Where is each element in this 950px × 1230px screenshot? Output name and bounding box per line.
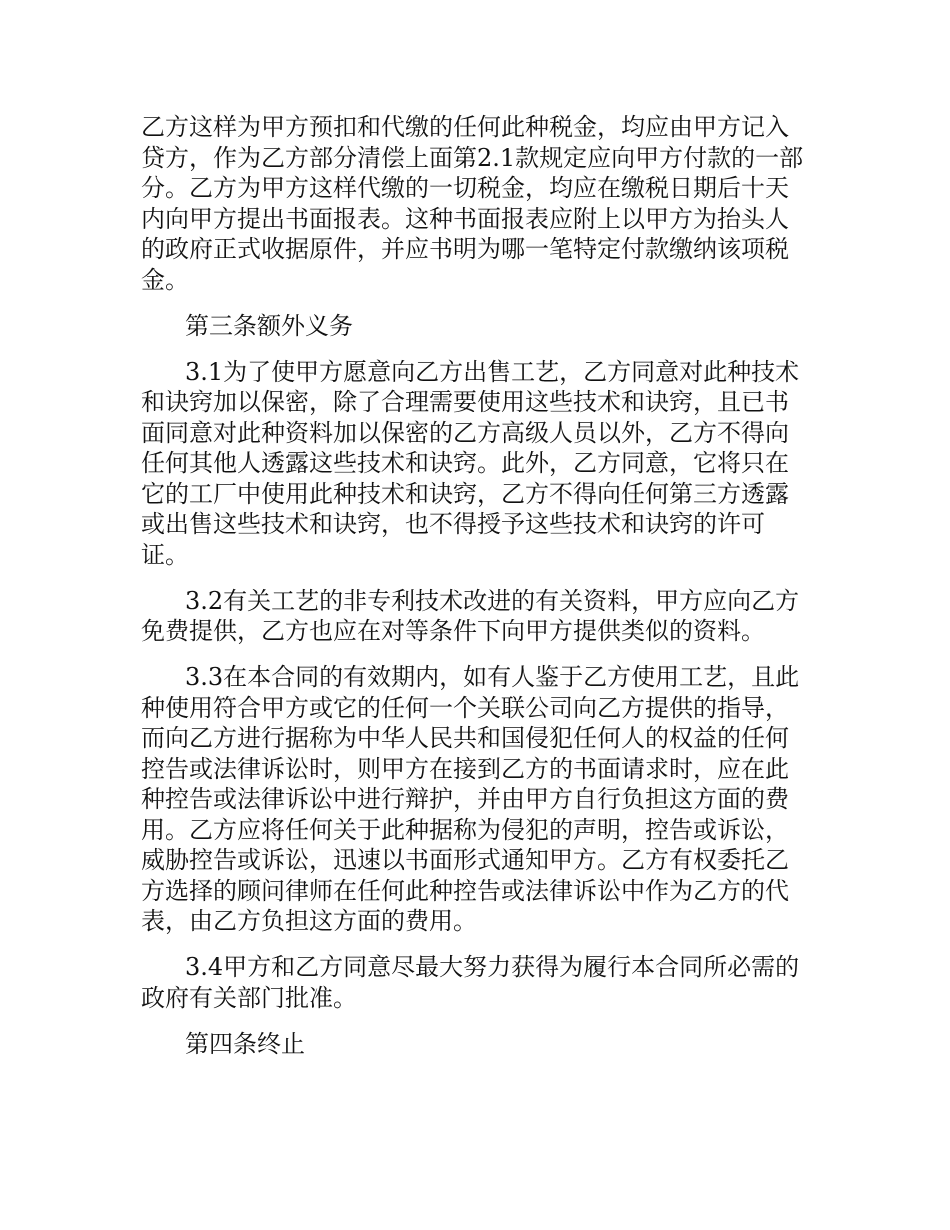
clause-3-2: 3.2有关工艺的非专利技术改进的有关资料，甲方应向乙方免费提供，乙方也应在对等条件下向甲方提供类似的资料。 [141,586,800,645]
clause-3-3: 3.3在本合同的有效期内，如有人鉴于乙方使用工艺，且此种使用符合甲方或它的任何一个关联公司向乙方提供的指导，而向乙方进行据称为中华人民共和国侵犯任何人的权益的任何控告或法律诉讼时，则甲方在接到乙方的书面请求时，应在此种控告或法律诉讼中进行辩护，并由甲方自行负担这方面的费用。乙方应将任何关于此种据称为侵犯的声明，控告或诉讼，威胁控告或诉讼，迅速以书面形式通知甲方。乙方有权委托乙方选择的顾问律师在任何此种控告或法律诉讼中作为乙方的代表，由乙方负担这方面的费用。 [141,663,800,935]
paragraph-tax-credit: 乙方这样为甲方预扣和代缴的任何此种税金，均应由甲方记入贷方，作为乙方部分清偿上面第2.1款规定应向甲方付款的一部分。乙方为甲方这样代缴的一切税金，均应在缴税日期后十天内向甲方提出书面报表。这种书面报表应附上以甲方为抬头人的政府正式收据原件，并应书明为哪一笔特定付款缴纳该项税金。 [141,113,804,294]
clause-3-4: 3.4甲方和乙方同意尽最大努力获得为履行本合同所必需的政府有关部门批准。 [141,953,800,1012]
article-3-heading: 第三条额外义务 [185,311,353,340]
clause-3-1: 3.1为了使甲方愿意向乙方出售工艺，乙方同意对此种技术和诀窍加以保密，除了合理需要使用这些技术和诀窍，且已书面同意对此种资料加以保密的乙方高级人员以外，乙方不得向任何其他人透露这些技术和诀窍。此外，乙方同意，它将只在它的工厂中使用此种技术和诀窍，乙方不得向任何第三方透露或出售这些技术和诀窍，也不得授予这些技术和诀窍的许可证。 [141,357,800,569]
document-page [141,112,811,1075]
article-4-heading: 第四条终止 [185,1029,305,1058]
